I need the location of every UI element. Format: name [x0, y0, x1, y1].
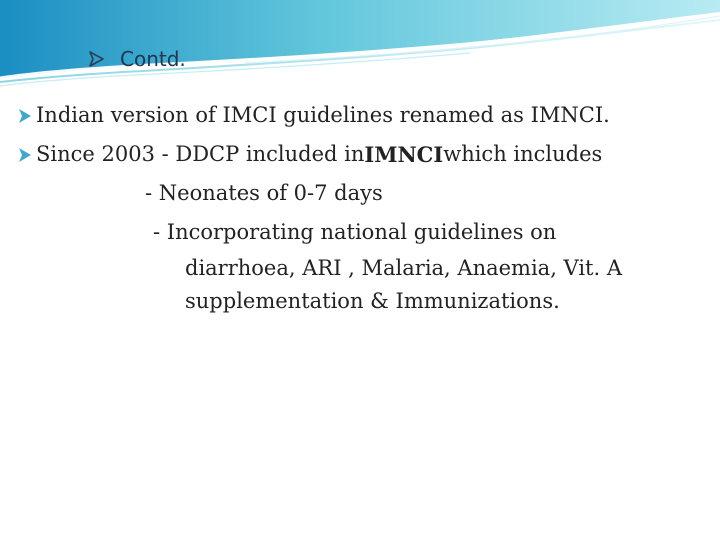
slide-title: Contd. [120, 47, 186, 71]
bullet-text-2-prefix: Since 2003 - DDCP included in [36, 142, 365, 166]
sub-bullet-guidelines: - Incorporating national guidelines on [153, 220, 557, 244]
continuation-line-1: diarrhoea, ARI , Malaria, Anaemia, Vit. A [185, 256, 623, 280]
header-wave-art [0, 0, 720, 90]
arrow-bullet-icon [18, 147, 32, 163]
arrow-bullet-icon [88, 50, 106, 68]
sub-bullet-neonates: - Neonates of 0-7 days [145, 181, 383, 205]
continuation-line-2: supplementation & Immunizations. [185, 289, 560, 313]
slide-content [18, 96, 708, 318]
bullet-line-2 [18, 135, 708, 174]
bullet-text-2-suffix: which includes [443, 142, 603, 166]
slide-title-row [88, 47, 186, 71]
bullet-text-1: Indian version of IMCI guidelines renamed as IMNCI. [36, 103, 610, 127]
bullet-text-2-bold: IMNCI [364, 142, 444, 167]
bullet-line-1 [18, 96, 708, 135]
arrow-bullet-icon [18, 108, 32, 124]
